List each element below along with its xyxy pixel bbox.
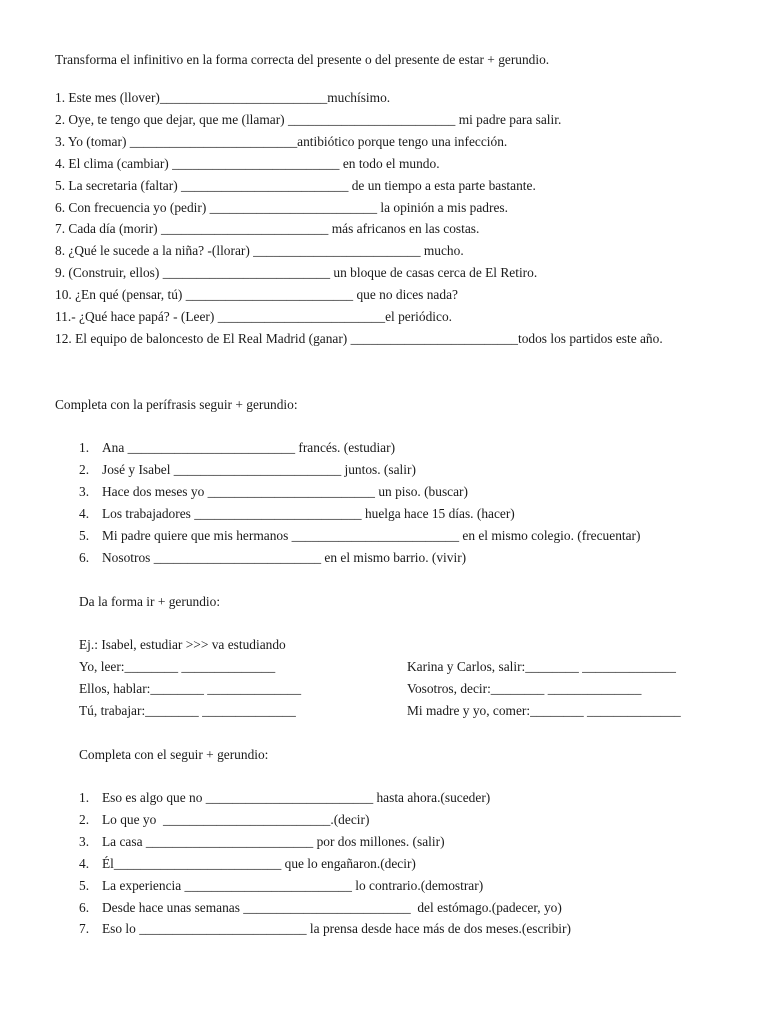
section-3-instruction: Da la forma ir + gerundio: (79, 594, 221, 609)
exercise-item: 1. Este mes (llover)_________________________muchísimo. (55, 90, 391, 105)
exercise-left: Yo, leer:________ ______________ (79, 659, 276, 674)
exercise-item: 9. (Construir, ellos) _________________________ un bloque de casas cerca de El Retiro. (55, 265, 538, 281)
item-number: 1. (79, 440, 90, 455)
list-item (55, 875, 720, 897)
list-item (55, 481, 720, 503)
section-2-instruction: Completa con la perífrasis seguir + gerundio: (55, 397, 298, 412)
item-text: Eso es algo que no _________________________ hasta ahora.(suceder) (102, 790, 491, 805)
item-text: Los trabajadores _________________________ huelga hace 15 días. (hacer) (102, 505, 515, 521)
exercise-item: 10. ¿En qué (pensar, tú) _________________________ que no dices nada? (55, 287, 458, 303)
section-1-instruction: Transforma el infinitivo en la forma correcta del presente o del presente de estar + gerundio. (55, 52, 550, 67)
section-4-exercises (55, 787, 720, 940)
item-number: 1. (79, 790, 90, 805)
exercise-item: 5. La secretaria (faltar) _________________________ de un tiempo a esta parte bastante. (55, 177, 536, 193)
exercise-item: 7. Cada día (morir) _________________________ más africanos en las costas. (55, 221, 480, 237)
item-text: Hace dos meses yo _________________________ un piso. (buscar) (102, 483, 468, 499)
section-3-example (55, 634, 720, 656)
list-item (55, 459, 720, 481)
list-item (55, 809, 720, 831)
item-number: 6. (79, 899, 90, 915)
list-item (55, 918, 720, 940)
exercise-right: Vosotros, decir:________ ______________ (407, 680, 642, 696)
exercise-right: Karina y Carlos, salir:________ ______________ (407, 659, 676, 674)
item-text: Desde hace unas semanas _________________________ del estómago.(padecer, yo) (102, 899, 562, 915)
item-number: 5. (79, 877, 90, 893)
example-text: Ej.: Isabel, estudiar >>> va estudiando (79, 637, 286, 652)
list-item (55, 547, 720, 569)
exercise-left: Ellos, hablar:________ ______________ (79, 680, 302, 696)
exercise-left: Tú, trabajar:________ ______________ (79, 702, 296, 718)
item-number: 3. (79, 833, 90, 849)
item-text: Nosotros _________________________ en el mismo barrio. (vivir) (102, 549, 467, 565)
item-text: José y Isabel _________________________ juntos. (salir) (102, 461, 416, 477)
list-item (55, 831, 720, 853)
exercise-row (55, 678, 720, 700)
list-item (55, 503, 720, 525)
exercise-row (55, 700, 720, 722)
item-text: La experiencia _________________________ lo contrario.(demostrar) (102, 877, 484, 893)
item-text: La casa _________________________ por dos millones. (salir) (102, 833, 445, 849)
list-item (55, 525, 720, 547)
list-item (55, 437, 720, 459)
section-2-exercises (55, 437, 720, 568)
item-number: 4. (79, 505, 90, 521)
item-number: 3. (79, 483, 90, 499)
item-number: 6. (79, 549, 90, 565)
item-text: Él_________________________ que lo engañaron.(decir) (102, 855, 416, 871)
item-number: 4. (79, 855, 90, 871)
item-number: 2. (79, 811, 90, 827)
exercise-item: 3. Yo (tomar) _________________________antibiótico porque tengo una infección. (55, 133, 508, 149)
list-item (55, 787, 720, 809)
item-text: Lo que yo _________________________.(decir) (102, 811, 370, 827)
section-4-instruction: Completa con el seguir + gerundio: (79, 747, 269, 762)
section-2 (55, 394, 720, 416)
item-number: 7. (79, 921, 90, 937)
exercise-right: Mi madre y yo, comer:________ ______________ (407, 702, 681, 718)
item-number: 2. (79, 461, 90, 477)
section-3-exercises (55, 656, 720, 722)
list-item (55, 897, 720, 919)
exercise-item: 12. El equipo de baloncesto de El Real Madrid (ganar) _________________________todos los partidos este año. (55, 330, 663, 346)
section-1 (55, 49, 720, 71)
exercise-item: 4. El clima (cambiar) _________________________ en todo el mundo. (55, 155, 440, 171)
section-3 (55, 591, 720, 613)
item-text: Ana _________________________ francés. (estudiar) (102, 440, 396, 455)
exercise-row (55, 656, 720, 678)
list-item (55, 853, 720, 875)
exercise-item: 6. Con frecuencia yo (pedir) _________________________ la opinión a mis padres. (55, 199, 508, 215)
section-1-exercises (55, 87, 720, 350)
exercise-item: 11.- ¿Qué hace papá? - (Leer) _________________________el periódico. (55, 309, 452, 325)
exercise-item: 8. ¿Qué le sucede a la niña? -(llorar) _________________________ mucho. (55, 243, 464, 259)
section-4 (55, 744, 720, 766)
item-text: Eso lo _________________________ la prensa desde hace más de dos meses.(escribir) (102, 921, 571, 937)
item-number: 5. (79, 527, 90, 543)
exercise-item: 2. Oye, te tengo que dejar, que me (llamar) _________________________ mi padre para salir. (55, 111, 562, 127)
item-text: Mi padre quiere que mis hermanos _________________________ en el mismo colegio. (frecuentar) (102, 527, 641, 543)
